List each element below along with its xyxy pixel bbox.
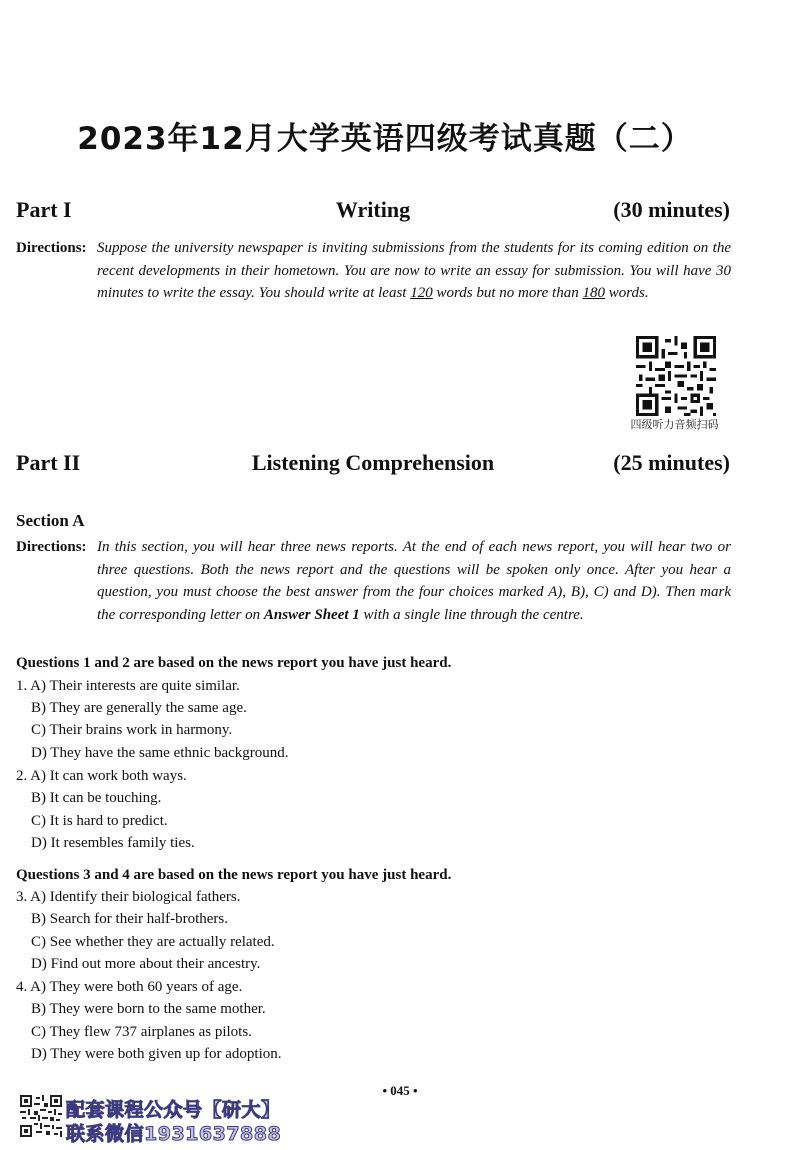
- page-title: 2023年12月大学英语四级考试真题（二）: [77, 121, 693, 157]
- part-2-header: [16, 450, 730, 480]
- part-2-label: Part II: [16, 450, 81, 475]
- answer-sheet-ref: Answer Sheet 1: [263, 606, 360, 623]
- option-1c: C) Their brains work in harmony.: [31, 722, 233, 738]
- option-4d: D) They were both given up for adoption.: [31, 1046, 282, 1062]
- option-3c: C) See whether they are actually related.: [31, 934, 275, 950]
- option-4a: 4. A) They were both 60 years of age.: [16, 979, 243, 995]
- option-2b: B) It can be touching.: [31, 790, 162, 806]
- option-2a: 2. A) It can work both ways.: [16, 768, 187, 784]
- page-number: • 045 •: [382, 1083, 418, 1098]
- footer-qr-code[interactable]: [20, 1095, 62, 1137]
- directions-text: [97, 237, 731, 305]
- part-1-directions: [16, 237, 731, 305]
- directions-text-a: Suppose the university newspaper is inviting submissions from the students for its coming edition on the recent developments in their hometown. You are now to write an essay for submission. You will have 30 minutes to write the essay. You should write at least: [97, 240, 731, 301]
- option-4b: B) They were born to the same mother.: [31, 1001, 266, 1017]
- listening-audio-qr-code[interactable]: [636, 336, 716, 416]
- directions-label: Directions:: [16, 240, 87, 256]
- directions-text-b: words but no more than: [432, 285, 583, 301]
- directions-text-c: words.: [604, 285, 649, 301]
- question-group-heading: Questions 3 and 4 are based on the news report you have just heard.: [16, 867, 452, 883]
- option-4c: C) They flew 737 airplanes as pilots.: [31, 1024, 252, 1040]
- section-a-title: Section A: [16, 511, 85, 530]
- max-words: 180: [582, 285, 605, 301]
- footer-promo-line-2: 联系微信1931637888: [66, 1123, 282, 1145]
- part-1-label: Part I: [16, 197, 72, 222]
- question-group-heading: Questions 1 and 2 are based on the news report you have just heard.: [16, 655, 452, 671]
- option-1d: D) They have the same ethnic background.: [31, 745, 289, 761]
- option-3a: 3. A) Identify their biological fathers.: [16, 889, 241, 905]
- directions-label: Directions:: [16, 539, 87, 555]
- directions-text-b: with a single line through the centre.: [359, 606, 584, 623]
- footer-promo-line-1: 配套课程公众号【研大】: [66, 1099, 281, 1121]
- part-1-name: Writing: [335, 197, 411, 222]
- directions-text: [97, 536, 731, 626]
- option-2d: D) It resembles family ties.: [31, 835, 195, 851]
- part-2-directions: [16, 536, 731, 626]
- part-2-time: (25 minutes): [613, 450, 730, 475]
- option-1b: B) They are generally the same age.: [31, 700, 247, 716]
- part-1-time: (30 minutes): [613, 197, 730, 222]
- option-3b: B) Search for their half-brothers.: [31, 911, 229, 927]
- qr-caption: 四级听力音频扫码: [630, 418, 719, 431]
- option-2c: C) It is hard to predict.: [31, 813, 168, 829]
- directions-text-a: In this section, you will hear three news reports. At the end of each news report, you will hear two or three questions. Both the news report and the questions will be spoken only once. After you hear a question, you must choose the best answer from the four choices marked A), B), C) and D). Then mark the corresponding letter on: [97, 539, 731, 623]
- option-1a: 1. A) Their interests are quite similar.: [16, 678, 240, 694]
- option-3d: D) Find out more about their ancestry.: [31, 956, 261, 972]
- part-2-name: Listening Comprehension: [251, 450, 495, 475]
- min-words: 120: [410, 285, 433, 301]
- part-1-header: [16, 197, 730, 227]
